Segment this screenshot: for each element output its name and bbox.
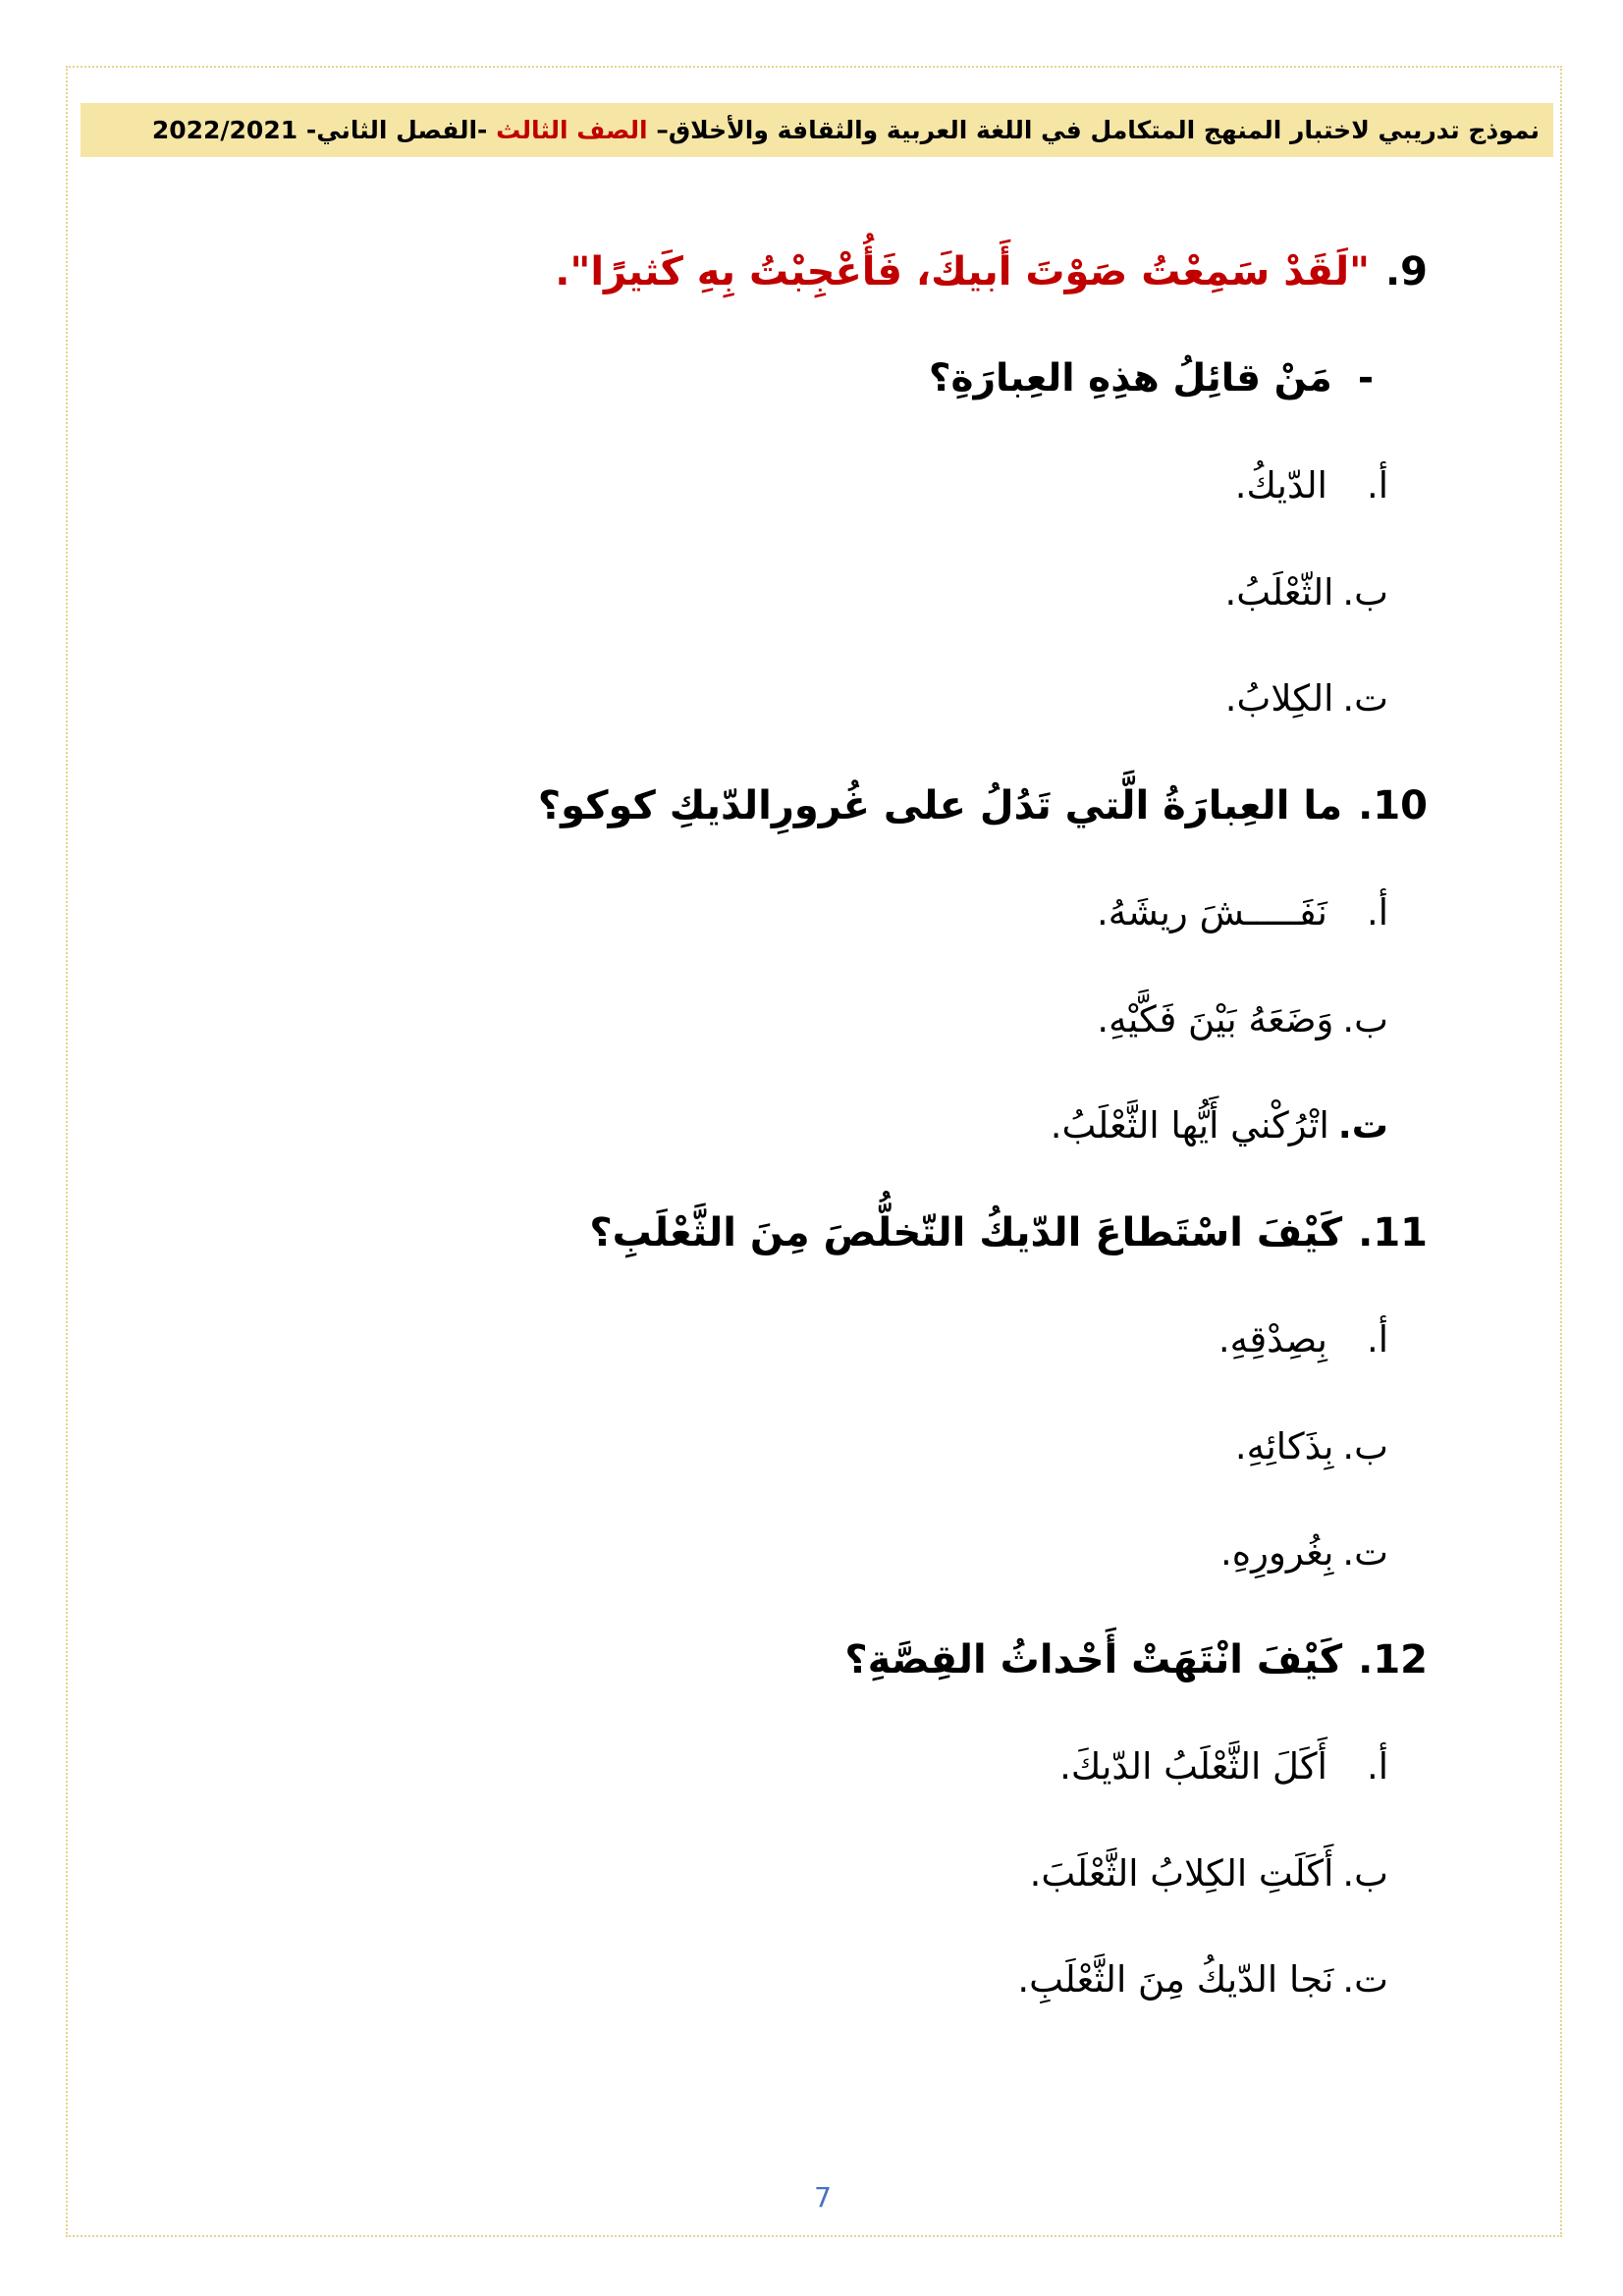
header-title-highlight: الصف الثالث — [496, 116, 648, 144]
option-marker: ت. — [1342, 1958, 1388, 2002]
sub-question — [0, 325, 1623, 432]
option-text: أَكَلَتِ الكِلابُ الثَّعْلَبَ. — [1029, 1851, 1334, 1895]
option-text: الثّعْلَبُ. — [1224, 570, 1334, 614]
option-text: أَكَلَ الثَّعْلَبُ الدّيكَ. — [1059, 1744, 1327, 1788]
question-text: "لَقَدْ سَمِعْتُ صَوْتَ أَبيكَ، فَأُعْجِبْتُ بِهِ كَثيرًا". — [555, 248, 1370, 294]
sub-question-text: مَنْ قائِلُ هذِهِ العِبارَةِ؟ — [928, 356, 1332, 401]
option-text: نَجا الدّيكُ مِنَ الثَّعْلَبِ. — [1017, 1958, 1334, 2002]
option-marker: أ. — [1366, 463, 1388, 507]
question-9 — [0, 219, 1623, 326]
option-b — [0, 1393, 1623, 1500]
option-text: بِغُرورِهِ. — [1219, 1531, 1334, 1575]
question-number: 9. — [1384, 248, 1428, 294]
option-marker: ب. — [1342, 570, 1388, 614]
header-bar — [81, 103, 1553, 157]
option-c — [0, 646, 1623, 753]
question-number: 11. — [1358, 1209, 1428, 1255]
option-marker: ب. — [1342, 1851, 1388, 1895]
option-marker: أ. — [1366, 1317, 1388, 1361]
sub-question-marker: - — [1357, 356, 1374, 401]
option-c — [0, 1073, 1623, 1180]
questions-list — [0, 219, 1623, 2034]
option-c — [0, 1500, 1623, 1607]
option-text: نَفَـــــشَ ريشَهُ. — [1097, 890, 1327, 934]
question-number: 12. — [1358, 1636, 1428, 1682]
question-number: 10. — [1358, 782, 1428, 828]
option-text: بِذَكائِهِ. — [1234, 1424, 1334, 1468]
option-a — [0, 1286, 1623, 1393]
page-number: 7 — [814, 2181, 832, 2214]
option-marker: ت. — [1337, 1104, 1388, 1148]
option-marker: ت. — [1342, 677, 1388, 721]
option-text: اتْرُكْني أَيُّها الثَّعْلَبُ. — [1050, 1104, 1329, 1148]
option-a — [0, 432, 1623, 539]
header-title-term: -الفصل الثاني- 2022/2021 — [151, 116, 488, 144]
option-marker: ت. — [1342, 1531, 1388, 1575]
option-marker: ب. — [1342, 997, 1388, 1041]
option-text: بِصِدْقِهِ. — [1217, 1317, 1327, 1361]
question-text: كَيْفَ انْتَهَتْ أَحْداثُ القِصَّةِ؟ — [844, 1636, 1343, 1682]
option-b — [0, 966, 1623, 1073]
option-b — [0, 539, 1623, 646]
option-a — [0, 859, 1623, 966]
option-marker: أ. — [1366, 1744, 1388, 1788]
question-text: كَيْفَ اسْتَطاعَ الدّيكُ التّخلُّصَ مِنَ الثَّعْلَبِ؟ — [589, 1209, 1343, 1255]
option-c — [0, 1927, 1623, 2034]
option-text: وَضَعَهُ بَيْنَ فَكَّيْهِ. — [1097, 997, 1334, 1041]
question-10 — [0, 752, 1623, 859]
header-title: نموذج تدريبي لاختبار المنهج المتكامل في اللغة العربية والثقافة والأخلاق– — [656, 116, 1540, 144]
option-b — [0, 1820, 1623, 1927]
option-text: الكِلابُ. — [1224, 677, 1334, 721]
option-marker: ب. — [1342, 1424, 1388, 1468]
question-12 — [0, 1606, 1623, 1713]
option-a — [0, 1713, 1623, 1820]
option-marker: أ. — [1366, 890, 1388, 934]
option-text: الدّيكُ. — [1234, 463, 1327, 507]
question-text: ما العِبارَةُ الَّتي تَدُلُ على غُرورِالدّيكِ كوكو؟ — [537, 782, 1343, 828]
question-11 — [0, 1179, 1623, 1286]
